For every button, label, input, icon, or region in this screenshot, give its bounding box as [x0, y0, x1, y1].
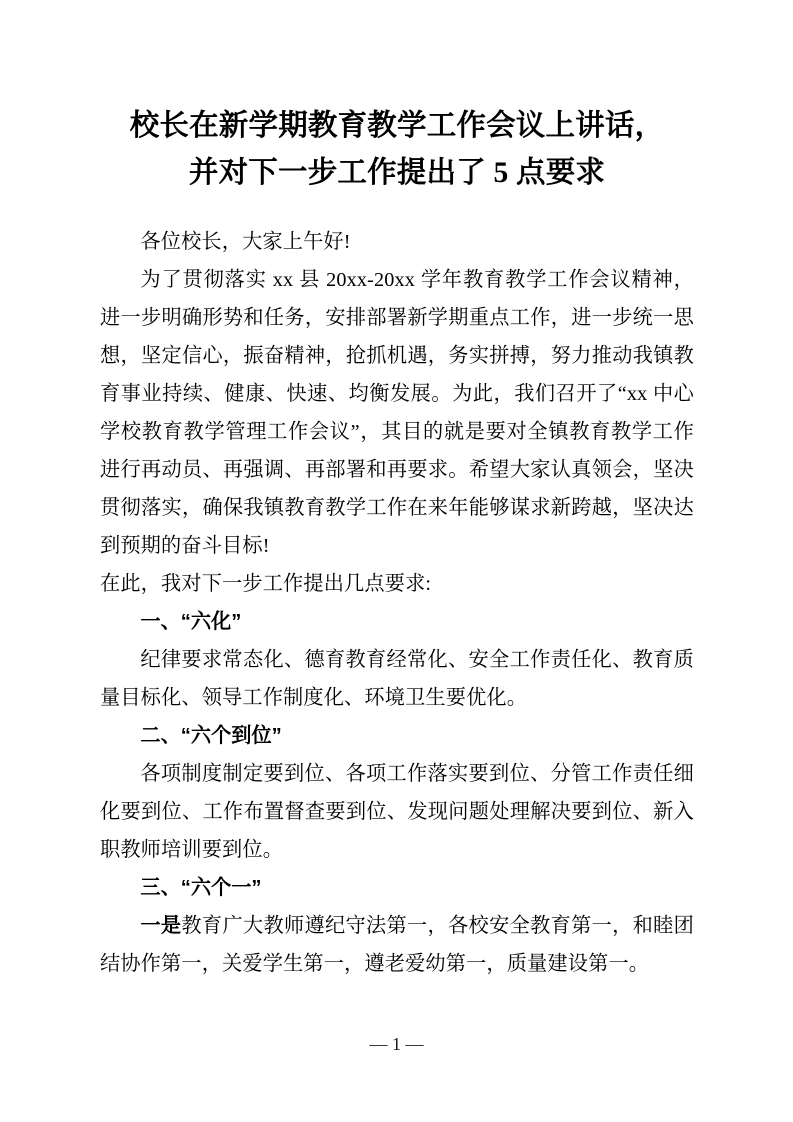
- section-body-3: [100, 907, 694, 983]
- section-heading-2: 二、“六个到位”: [140, 725, 282, 747]
- page-footer: [0, 1032, 793, 1056]
- document-body: [100, 197, 694, 983]
- document-content: [100, 0, 694, 983]
- section-body-3-rest: 教育广大教师遵纪守法第一，各校安全教育第一，和睦团结协作第一，关爱学生第一，遵老爱幼第一，质量建设第一。: [100, 915, 694, 975]
- page-title: [100, 0, 694, 197]
- section-body-1: 纪律要求常态化、德育教育经常化、安全工作责任化、教育质量目标化、领导工作制度化、环境卫生要优化。: [100, 649, 694, 709]
- section-heading-3: 三、“六个一”: [140, 877, 262, 899]
- page-title-line-2: 并对下一步工作提出了 5 点要求: [188, 157, 606, 189]
- paragraph-greeting: 各位校长，大家上午好!: [140, 231, 351, 253]
- page-number: — 1 —: [369, 1034, 424, 1054]
- page-title-line-1: 校长在新学期教育教学工作会议上讲话，: [129, 110, 665, 142]
- section-body-2: 各项制度制定要到位、各项工作落实要到位、分管工作责任细化要到位、工作布置督查要到位、发现问题处理解决要到位、新入职教师培训要到位。: [100, 763, 694, 861]
- paragraph-intro: 为了贯彻落实 xx 县 20xx-20xx 学年教育教学工作会议精神，进一步明确形势和任务，安排部署新学期重点工作，进一步统一思想，坚定信心，振奋精神，抢抓机遇，务实拼搏，努力推动我镇教育事业持续、健康、快速、均衡发展。为此，我们召开了“xx 中心学校教育教学管理工作会议”，其目的就是要对全镇教育教学工作进行再动员、再强调、再部署和再要求。希望大家认真领会，坚决贯彻落实，确保我镇教育教学工作在来年能够谋求新跨越，坚决达到预期的奋斗目标!: [100, 269, 694, 557]
- section-body-3-lead: 一是: [140, 915, 182, 937]
- section-heading-1: 一、“六化”: [140, 611, 242, 633]
- paragraph-transition: 在此，我对下一步工作提出几点要求:: [100, 573, 432, 595]
